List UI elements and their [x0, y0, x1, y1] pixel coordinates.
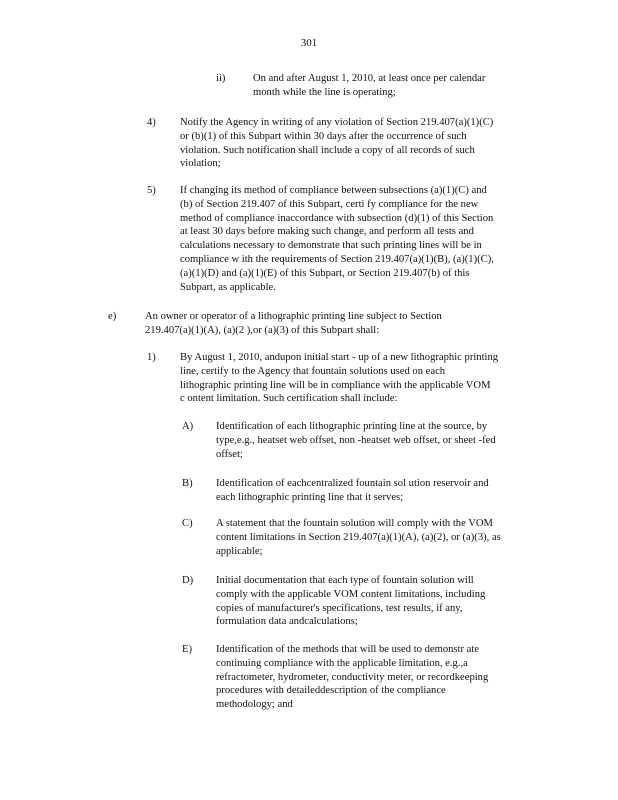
text-line: violation; [180, 158, 221, 170]
text-line: A statement that the fountain solution will comply with the VOM [216, 518, 493, 529]
item-text [216, 477, 526, 505]
text-line: or (b)(1) of this Subpart within 30 days after the occurrence of such [180, 130, 467, 142]
item-text [253, 72, 535, 100]
text-line: Initial documentation that each type of fountain solution will [216, 575, 474, 586]
text-line: Identification of the methods that will be used to demonstr ate [216, 644, 480, 655]
text-line: An owner or operator of a lithographic printing line subject to Section [145, 311, 442, 322]
text-line: each lithographic printing line that it serves; [216, 491, 404, 503]
text-line: c ontent limitation. Such certification shall include: [180, 393, 398, 405]
item-label: 4) [147, 117, 156, 128]
item-label: A) [182, 421, 194, 432]
text-line: compliance w ith the requirements of Section 219.407(a)(1)(B), (a)(1)(C), [180, 253, 494, 265]
item-text [145, 310, 485, 338]
item-label: E) [182, 644, 192, 655]
text-line: If changing its method of compliance between subsections (a)(1)(C) and [180, 185, 487, 196]
text-line: copies of manufacturer's specifications, test results, if any, [216, 602, 463, 614]
text-line: continuing compliance with the applicable limitation, e.g.,a [216, 657, 468, 669]
text-line: at least 30 days before making such change, and perform all tests and [180, 226, 474, 238]
text-line: method of compliance inaccordance with subsection (d)(1) of this Section [180, 212, 494, 224]
text-line: Identification of each lithographic printing line at the source, by [216, 421, 488, 432]
text-line: 219.407(a)(1)(A), (a)(2 ),or (a)(3) of this Subpart shall: [145, 324, 380, 336]
text-line: type,e.g., heatset web offset, non -heatset web offset, or sheet -fed [216, 434, 496, 446]
text-line: (a)(1)(D) and (a)(1)(E) of this Subpart, or Section 219.407(b) of this [180, 267, 470, 279]
text-line: Identification of eachcentralized fountain sol ution reservoir and [216, 478, 489, 489]
item-text [180, 184, 530, 294]
text-line: lithographic printing line will be in compliance with the applicable VOM [180, 379, 491, 391]
item-text [216, 420, 526, 461]
text-line: On and after August 1, 2010, at least once per calendar [253, 73, 486, 84]
text-line: calculations necessary to demonstrate that such printing lines will be in [180, 240, 482, 252]
item-label: D) [182, 575, 194, 586]
item-label: B) [182, 478, 193, 489]
text-line: By August 1, 2010, andupon initial start - up of a new lithographic printing [180, 352, 499, 363]
text-line: applicable; [216, 545, 263, 557]
text-line: month while the line is operating; [253, 86, 396, 98]
text-line: violation. Such notification shall include a copy of all records of such [180, 144, 475, 156]
item-label: C) [182, 518, 193, 529]
page-number: 301 [300, 37, 318, 49]
text-line: Notify the Agency in writing of any violation of Section 219.407(a)(1)(C) [180, 117, 494, 128]
item-label: ii) [216, 73, 226, 84]
text-line: procedures with detaileddescription of the compliance [216, 685, 446, 697]
text-line: line, certify to the Agency that fountain solutions used on each [180, 365, 446, 377]
item-label: e) [108, 311, 117, 322]
item-text [216, 643, 521, 712]
item-label: 5) [147, 185, 156, 196]
item-text [216, 517, 541, 558]
text-line: Subpart, as applicable. [180, 281, 276, 293]
text-line: comply with the applicable VOM content limitations, including [216, 588, 486, 600]
item-text [180, 116, 520, 171]
text-line: formulation data andcalculations; [216, 616, 358, 628]
text-line: refractometer, hydrometer, conductivity meter, or recordkeeping [216, 671, 489, 683]
text-line: offset; [216, 448, 243, 460]
text-line: methodology; and [216, 699, 293, 711]
text-line: (b) of Section 219.407 of this Subpart, certi fy compliance for the new [180, 198, 479, 210]
item-text [180, 351, 535, 406]
item-text [216, 574, 521, 629]
text-line: content limitations in Section 219.407(a)(1)(A), (a)(2), or (a)(3), as [216, 531, 501, 543]
item-label: 1) [147, 352, 156, 363]
